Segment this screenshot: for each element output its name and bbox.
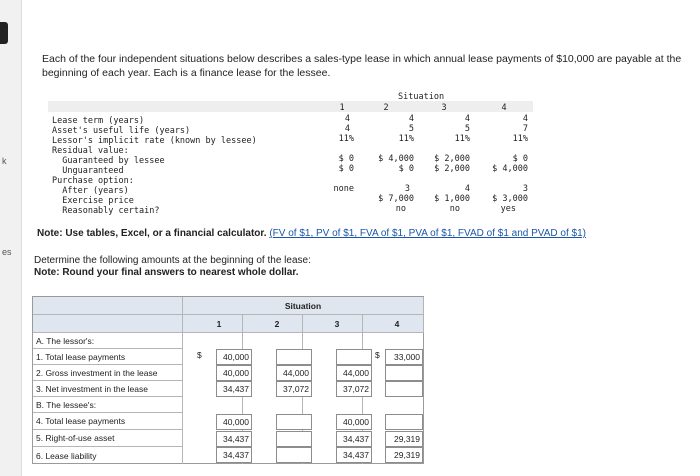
c4-unguaranteed: $ 4,000 <box>492 164 528 174</box>
c2-total-lease-payments-input[interactable] <box>276 349 312 365</box>
c3-net-investment-input[interactable]: 37,072 <box>336 381 372 397</box>
c2-lease-liability-input[interactable] <box>276 447 312 463</box>
row-label: 2. Gross investment in the lease <box>33 365 183 381</box>
c4-after: 3 <box>522 184 528 194</box>
calculator-note <box>37 228 586 239</box>
c2-guaranteed: $ 4,000 <box>378 154 414 164</box>
label-reasonably-certain: Reasonably certain? <box>52 206 160 216</box>
label-residual-value: Residual value: <box>52 146 129 156</box>
c4-guaranteed: $ 0 <box>512 154 528 164</box>
label-lease-term: Lease term (years) <box>52 116 145 126</box>
c3-total-lease-payments-input[interactable] <box>336 349 372 365</box>
situation-col-4: 4 <box>501 103 507 113</box>
situation-col-3: 3 <box>441 103 447 113</box>
c1-term: 4 <box>344 114 350 124</box>
instruction-line: Determine the following amounts at the beginning of the lease: <box>34 255 311 266</box>
label-purchase-option: Purchase option: <box>52 176 134 186</box>
col-header-1: 1 <box>216 319 222 329</box>
situation-title: Situation <box>398 92 445 102</box>
col-header-3: 3 <box>334 319 340 329</box>
c1-after: none <box>333 184 354 194</box>
c1-unguaranteed: $ 0 <box>338 164 354 174</box>
c1-guaranteed: $ 0 <box>338 154 354 164</box>
c2-lessee-total-payments-input[interactable] <box>276 414 312 430</box>
c2-certain: no <box>395 204 406 214</box>
c1-right-of-use-asset-input[interactable]: 34,437 <box>216 431 252 447</box>
answer-table <box>32 296 424 464</box>
c3-lessee-total-payments-input[interactable]: 40,000 <box>336 414 372 430</box>
c2-net-investment-input[interactable]: 37,072 <box>276 381 312 397</box>
c2-right-of-use-asset-input[interactable] <box>276 431 312 447</box>
situation-col-2: 2 <box>383 103 389 113</box>
c1-rate: 11% <box>338 134 354 144</box>
c3-right-of-use-asset-input[interactable]: 34,437 <box>336 431 372 447</box>
label-unguaranteed: Unguaranteed <box>52 166 124 176</box>
c3-certain: no <box>449 204 460 214</box>
c3-gross-investment-input[interactable]: 44,000 <box>336 365 372 381</box>
row-label: A. The lessor's: <box>33 333 183 349</box>
gutter-text: k <box>2 156 7 166</box>
c4-lease-liability-input[interactable]: 29,319 <box>385 447 423 463</box>
problem-intro: Each of the four independent situations below describes a sales-type lease in which annual lease payments of $10,000 are payable at the beginning of each year. Each is a finance lease for the lessee. <box>42 53 682 79</box>
c3-guaranteed: $ 2,000 <box>434 154 470 164</box>
c4-certain: yes <box>500 204 516 214</box>
c2-rate: 11% <box>398 134 414 144</box>
tables-links[interactable]: (FV of $1, PV of $1, FVA of $1, PVA of $1, FVAD of $1 and PVAD of $1) <box>269 228 586 239</box>
c1-lessee-total-payments-input[interactable]: 40,000 <box>216 414 252 430</box>
note-text: Note: Use tables, Excel, or a financial calculator. <box>37 228 267 239</box>
c3-unguaranteed: $ 2,000 <box>434 164 470 174</box>
gutter-text: es <box>2 247 12 257</box>
dollar-sign: $ <box>197 350 202 360</box>
instructions <box>34 255 311 279</box>
c3-lease-liability-input[interactable]: 34,437 <box>336 447 372 463</box>
label-implicit-rate: Lessor's implicit rate (known by lessee) <box>52 136 257 146</box>
row-label: 1. Total lease payments <box>33 349 183 365</box>
c3-term: 4 <box>464 114 470 124</box>
c1-life: 4 <box>344 124 350 134</box>
c2-gross-investment-input[interactable]: 44,000 <box>276 365 312 381</box>
c2-price: $ 7,000 <box>378 194 414 204</box>
c3-after: 4 <box>464 184 470 194</box>
label-exercise-price: Exercise price <box>52 196 134 206</box>
c4-lessee-total-payments-input[interactable] <box>385 414 423 430</box>
c4-life: 7 <box>522 124 528 134</box>
rounding-note: Note: Round your final answers to nearest whole dollar. <box>34 267 299 278</box>
c4-total-lease-payments-input[interactable]: 33,000 <box>385 349 423 365</box>
col-header-2: 2 <box>274 319 280 329</box>
c1-total-lease-payments-input[interactable]: 40,000 <box>216 349 252 365</box>
c4-rate: 11% <box>512 134 528 144</box>
c2-term: 4 <box>408 114 414 124</box>
c1-net-investment-input[interactable]: 34,437 <box>216 381 252 397</box>
row-label: 6. Lease liability <box>33 447 183 464</box>
col-header-4: 4 <box>394 319 400 329</box>
situation-header-band <box>48 101 533 112</box>
row-label: B. The lessee's: <box>33 397 183 413</box>
label-after-years: After (years) <box>52 186 129 196</box>
c4-right-of-use-asset-input[interactable]: 29,319 <box>385 431 423 447</box>
c4-net-investment-input[interactable] <box>385 381 423 397</box>
c2-life: 5 <box>408 124 414 134</box>
row-label: 4. Total lease payments <box>33 413 183 430</box>
label-useful-life: Asset's useful life (years) <box>52 126 191 136</box>
c1-lease-liability-input[interactable]: 34,437 <box>216 447 252 463</box>
c4-term: 4 <box>522 114 528 124</box>
c4-price: $ 3,000 <box>492 194 528 204</box>
c1-gross-investment-input[interactable]: 40,000 <box>216 365 252 381</box>
label-guaranteed: Guaranteed by lessee <box>52 156 165 166</box>
c3-life: 5 <box>464 124 470 134</box>
c4-gross-investment-input[interactable] <box>385 365 423 381</box>
c2-after: 3 <box>404 184 410 194</box>
situation-col-1: 1 <box>339 103 345 113</box>
row-label: 3. Net investment in the lease <box>33 381 183 397</box>
c3-rate: 11% <box>454 134 470 144</box>
row-label: 5. Right-of-use asset <box>33 430 183 447</box>
c3-price: $ 1,000 <box>434 194 470 204</box>
left-gutter <box>0 0 22 476</box>
bookmark-marker <box>0 22 8 44</box>
situation-header: Situation <box>183 297 424 315</box>
c2-unguaranteed: $ 0 <box>398 164 414 174</box>
dollar-sign: $ <box>375 350 380 360</box>
